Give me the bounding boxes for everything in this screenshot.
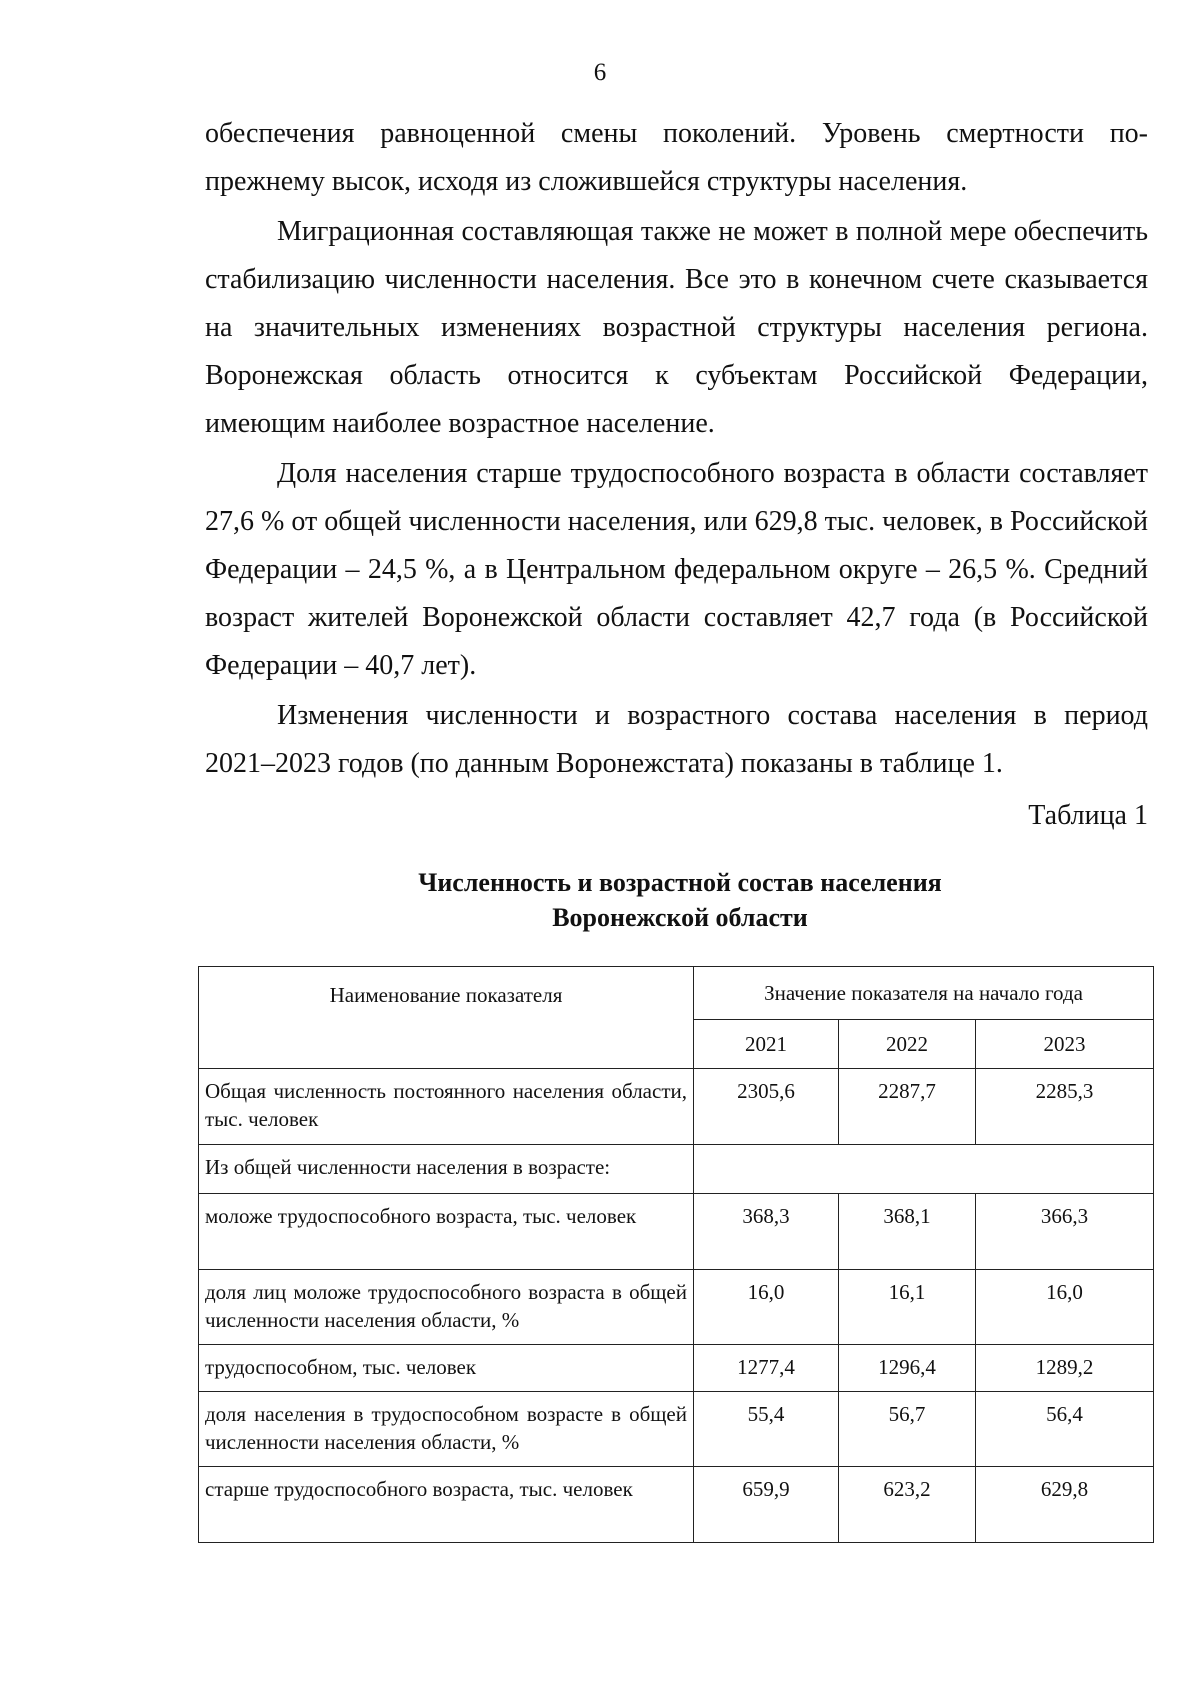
table-title-line: Численность и возрастной состав населения (418, 868, 942, 897)
value-cell: 16,1 (839, 1270, 976, 1345)
value-cell: 2305,6 (694, 1069, 839, 1145)
table-row (199, 1194, 1154, 1270)
population-table (198, 966, 1154, 1543)
value-cell: 629,8 (976, 1467, 1154, 1543)
table-row (199, 1270, 1154, 1345)
table-row (199, 1392, 1154, 1467)
value-cell: 1289,2 (976, 1345, 1154, 1392)
paragraph: Миграционная составляющая также не может в полной мере обеспечить стабилизацию численности населения. Все это в конечном счете сказывается на значительных изменениях возрастной структуры населения региона. Воронежская область относится к субъектам Российской Федерации, имеющим наиболее возрастное население. (205, 216, 1148, 439)
table-row (199, 1145, 1154, 1194)
table-row (199, 1069, 1154, 1145)
table-title-line: Воронежской области (552, 903, 808, 932)
paragraph: Изменения численности и возрастного состава населения в период 2021–2023 годов (по данным Воронежстата) показаны в таблице 1. (205, 700, 1148, 779)
paragraph: обеспечения равноценной смены поколений. Уровень смертности по-прежнему высок, исходя из сложившейся структуры населения. (205, 118, 1148, 197)
column-header-year: 2023 (976, 1020, 1154, 1069)
table-label: Таблица 1 (1028, 800, 1148, 831)
value-cell: 56,4 (976, 1392, 1154, 1467)
value-cell: 56,7 (839, 1392, 976, 1467)
column-header-group: Значение показателя на начало года (694, 967, 1154, 1020)
value-cell: 16,0 (976, 1270, 1154, 1345)
value-cell: 366,3 (976, 1194, 1154, 1270)
value-cell: 623,2 (839, 1467, 976, 1543)
row-label: доля населения в трудоспособном возрасте в общей численности населения области, % (199, 1392, 694, 1467)
column-header-year: 2021 (694, 1020, 839, 1069)
value-cell: 368,1 (839, 1194, 976, 1270)
empty-cell (694, 1145, 1154, 1194)
value-cell: 1296,4 (839, 1345, 976, 1392)
value-cell: 659,9 (694, 1467, 839, 1543)
value-cell: 16,0 (694, 1270, 839, 1345)
table-row (199, 1345, 1154, 1392)
page-number: 6 (593, 59, 607, 86)
value-cell: 55,4 (694, 1392, 839, 1467)
row-label: старше трудоспособного возраста, тыс. человек (199, 1467, 694, 1543)
row-label: моложе трудоспособного возраста, тыс. человек (199, 1194, 694, 1270)
table-title (0, 865, 1200, 935)
row-label: доля лиц моложе трудоспособного возраста в общей численности населения области, % (199, 1270, 694, 1345)
row-label: трудоспособном, тыс. человек (199, 1345, 694, 1392)
paragraph: Доля населения старше трудоспособного возраста в области составляет 27,6 % от общей численности населения, или 629,8 тыс. человек, в Российской Федерации – 24,5 %, а в Центральном федеральном округе – 26,5 %. Средний возраст жителей Воронежской области составляет 42,7 года (в Российской Федерации – 40,7 лет). (205, 458, 1148, 681)
row-label: Общая численность постоянного населения области, тыс. человек (199, 1069, 694, 1145)
value-cell: 2287,7 (839, 1069, 976, 1145)
column-header-indicator: Наименование показателя (199, 967, 694, 1069)
row-label: Из общей численности населения в возрасте: (199, 1145, 694, 1194)
table-row (199, 1467, 1154, 1543)
value-cell: 1277,4 (694, 1345, 839, 1392)
column-header-year: 2022 (839, 1020, 976, 1069)
value-cell: 2285,3 (976, 1069, 1154, 1145)
body-text (205, 110, 1148, 790)
value-cell: 368,3 (694, 1194, 839, 1270)
